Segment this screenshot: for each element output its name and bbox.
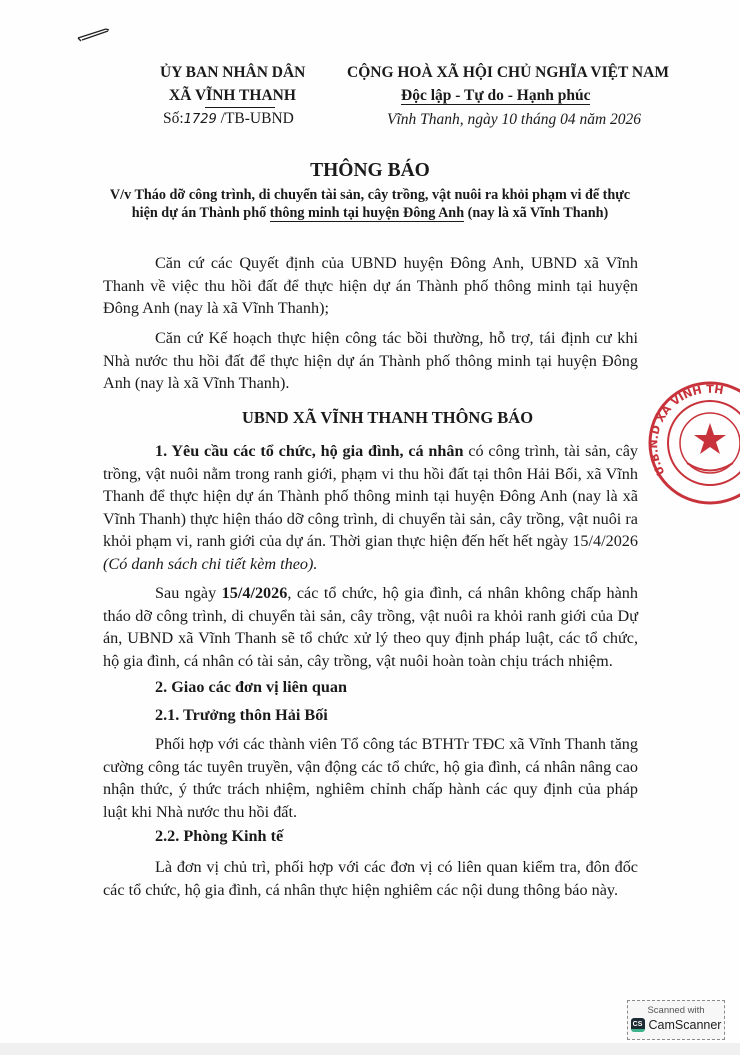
section-2-heading: 2. Giao các đơn vị liên quan <box>155 678 348 696</box>
doc-number <box>163 110 294 128</box>
doc-number-label: Số: <box>163 110 184 127</box>
national-motto <box>401 87 590 105</box>
deadline-date: 15/4/2026 <box>221 584 288 602</box>
issuing-org-line2 <box>169 87 296 105</box>
commune-name: XÃ VĨNH THANH <box>169 87 296 104</box>
consequence-prefix: Sau ngày <box>155 584 222 602</box>
announce-heading: UBND XÃ VĨNH THANH THÔNG BÁO <box>241 408 534 427</box>
motto-text: Độc lập - Tự do - Hạnh phúc <box>401 87 591 104</box>
subject-text-a: hiện dự án Thành phố <box>131 205 270 221</box>
preamble-paragraph-2: Căn cứ Kế hoạch thực hiện công tác bồi thường, hỗ trợ, tái định cư khi Nhà nước thu hồi đất để thực hiện dự án Thành phố thông minh tại huyện Đông Anh (nay là xã Vĩnh Thanh). <box>103 329 638 393</box>
watermark-brand: CamScanner <box>648 1018 722 1032</box>
section-2-2-paragraph: Là đơn vị chủ trì, phối hợp với các đơn vị có liên quan kiểm tra, đôn đốc các tổ chức, hộ gia đình, cá nhân thực hiện nghiêm các nội dung thông báo này. <box>103 858 638 899</box>
red-seal-icon <box>645 378 740 508</box>
doc-number-suffix: /TB-UBND <box>220 110 294 127</box>
section-1-note: (Có danh sách chi tiết kèm theo). <box>103 554 318 573</box>
subject-text-underlined: thông minh tại huyện Đông Anh <box>269 205 465 221</box>
document-title: THÔNG BÁO <box>310 160 430 181</box>
camscanner-logo-icon: CS <box>631 1018 645 1032</box>
handwritten-mark-icon <box>76 26 112 42</box>
issuing-org-line1: ỦY BAN NHÂN DÂN <box>160 64 306 81</box>
preamble-paragraph-1: Căn cứ các Quyết định của UBND huyện Đông Anh, UBND xã Vĩnh Thanh về việc thu hồi đất để thực hiện dự án Thành phố thông minh tại huyện Đông Anh (nay là xã Vĩnh Thanh); <box>103 254 638 318</box>
svg-text:U.B.N.D XÃ VĨNH TH: U.B.N.D XÃ VĨNH TH <box>647 382 725 478</box>
page-bottom-edge <box>0 1043 740 1055</box>
camscanner-watermark <box>627 1000 725 1040</box>
section-2-1-heading: 2.1. Trưởng thôn Hải Bối <box>155 706 328 724</box>
watermark-brand-row <box>628 1018 724 1032</box>
official-seal <box>645 378 740 508</box>
consequence-text: , các tổ chức, hộ gia đình, cá nhân không chấp hành tháo dỡ công trình, di chuyển tài sản, cây trồng, vật nuôi ra khỏi ranh giới của Dự án, UBND xã Vĩnh Thanh sẽ tổ chức xử lý theo quy định pháp luật, các tổ chức, hộ gia đình, cá nhân có tài sản, cây trồng, vật nuôi hoàn toàn chịu trách nhiệm. <box>103 584 638 670</box>
section-2-2-heading: 2.2. Phòng Kinh tế <box>155 827 284 845</box>
place-date: Vĩnh Thanh, ngày 10 tháng 04 năm 2026 <box>387 111 642 128</box>
section-1-paragraph <box>103 440 638 576</box>
section-1-consequence-paragraph <box>103 582 638 672</box>
subject-text-b: (nay là xã Vĩnh Thanh) <box>464 205 609 221</box>
section-1-lead: 1. Yêu cầu các tổ chức, hộ gia đình, cá nhân <box>155 442 464 460</box>
subject-line1: V/v Tháo dỡ công trình, di chuyển tài sản, cây trồng, vật nuôi ra khỏi phạm vi để thực <box>109 187 631 203</box>
national-title: CỘNG HOÀ XÃ HỘI CHỦ NGHĨA VIỆT NAM <box>347 64 669 81</box>
doc-number-handwritten: 1729 <box>183 112 217 127</box>
section-2-1-paragraph: Phối hợp với các thành viên Tổ công tác BTHTr TĐC xã Vĩnh Thanh tăng cường công tác tuyên truyền, vận động các tổ chức, hộ gia đình, cá nhân nâng cao nhận thức, ý thức trách nhiệm, nghiêm chỉnh chấp hành các quy định của pháp luật khi Nhà nước thu hồi đất. <box>103 735 638 821</box>
watermark-caption: Scanned with <box>647 1005 705 1016</box>
subject-line2 <box>0 205 740 222</box>
section-1-text: có công trình, tài sản, cây trồng, vật nuôi nằm trong ranh giới, phạm vi thu hồi đất tại thôn Hải Bối, xã Vĩnh Thanh để thực hiện dự án Thành phố thông minh tại huyện Đông Anh (nay là xã Vĩnh Thanh) thực hiện tháo dỡ công trình, di chuyển tài sản, cây trồng, vật nuôi ra khỏi phạm vi, ranh giới của dự án. Thời gian thực hiện đến hết hết ngày 15/4/2026 <box>103 442 638 551</box>
org-underline <box>205 107 275 108</box>
